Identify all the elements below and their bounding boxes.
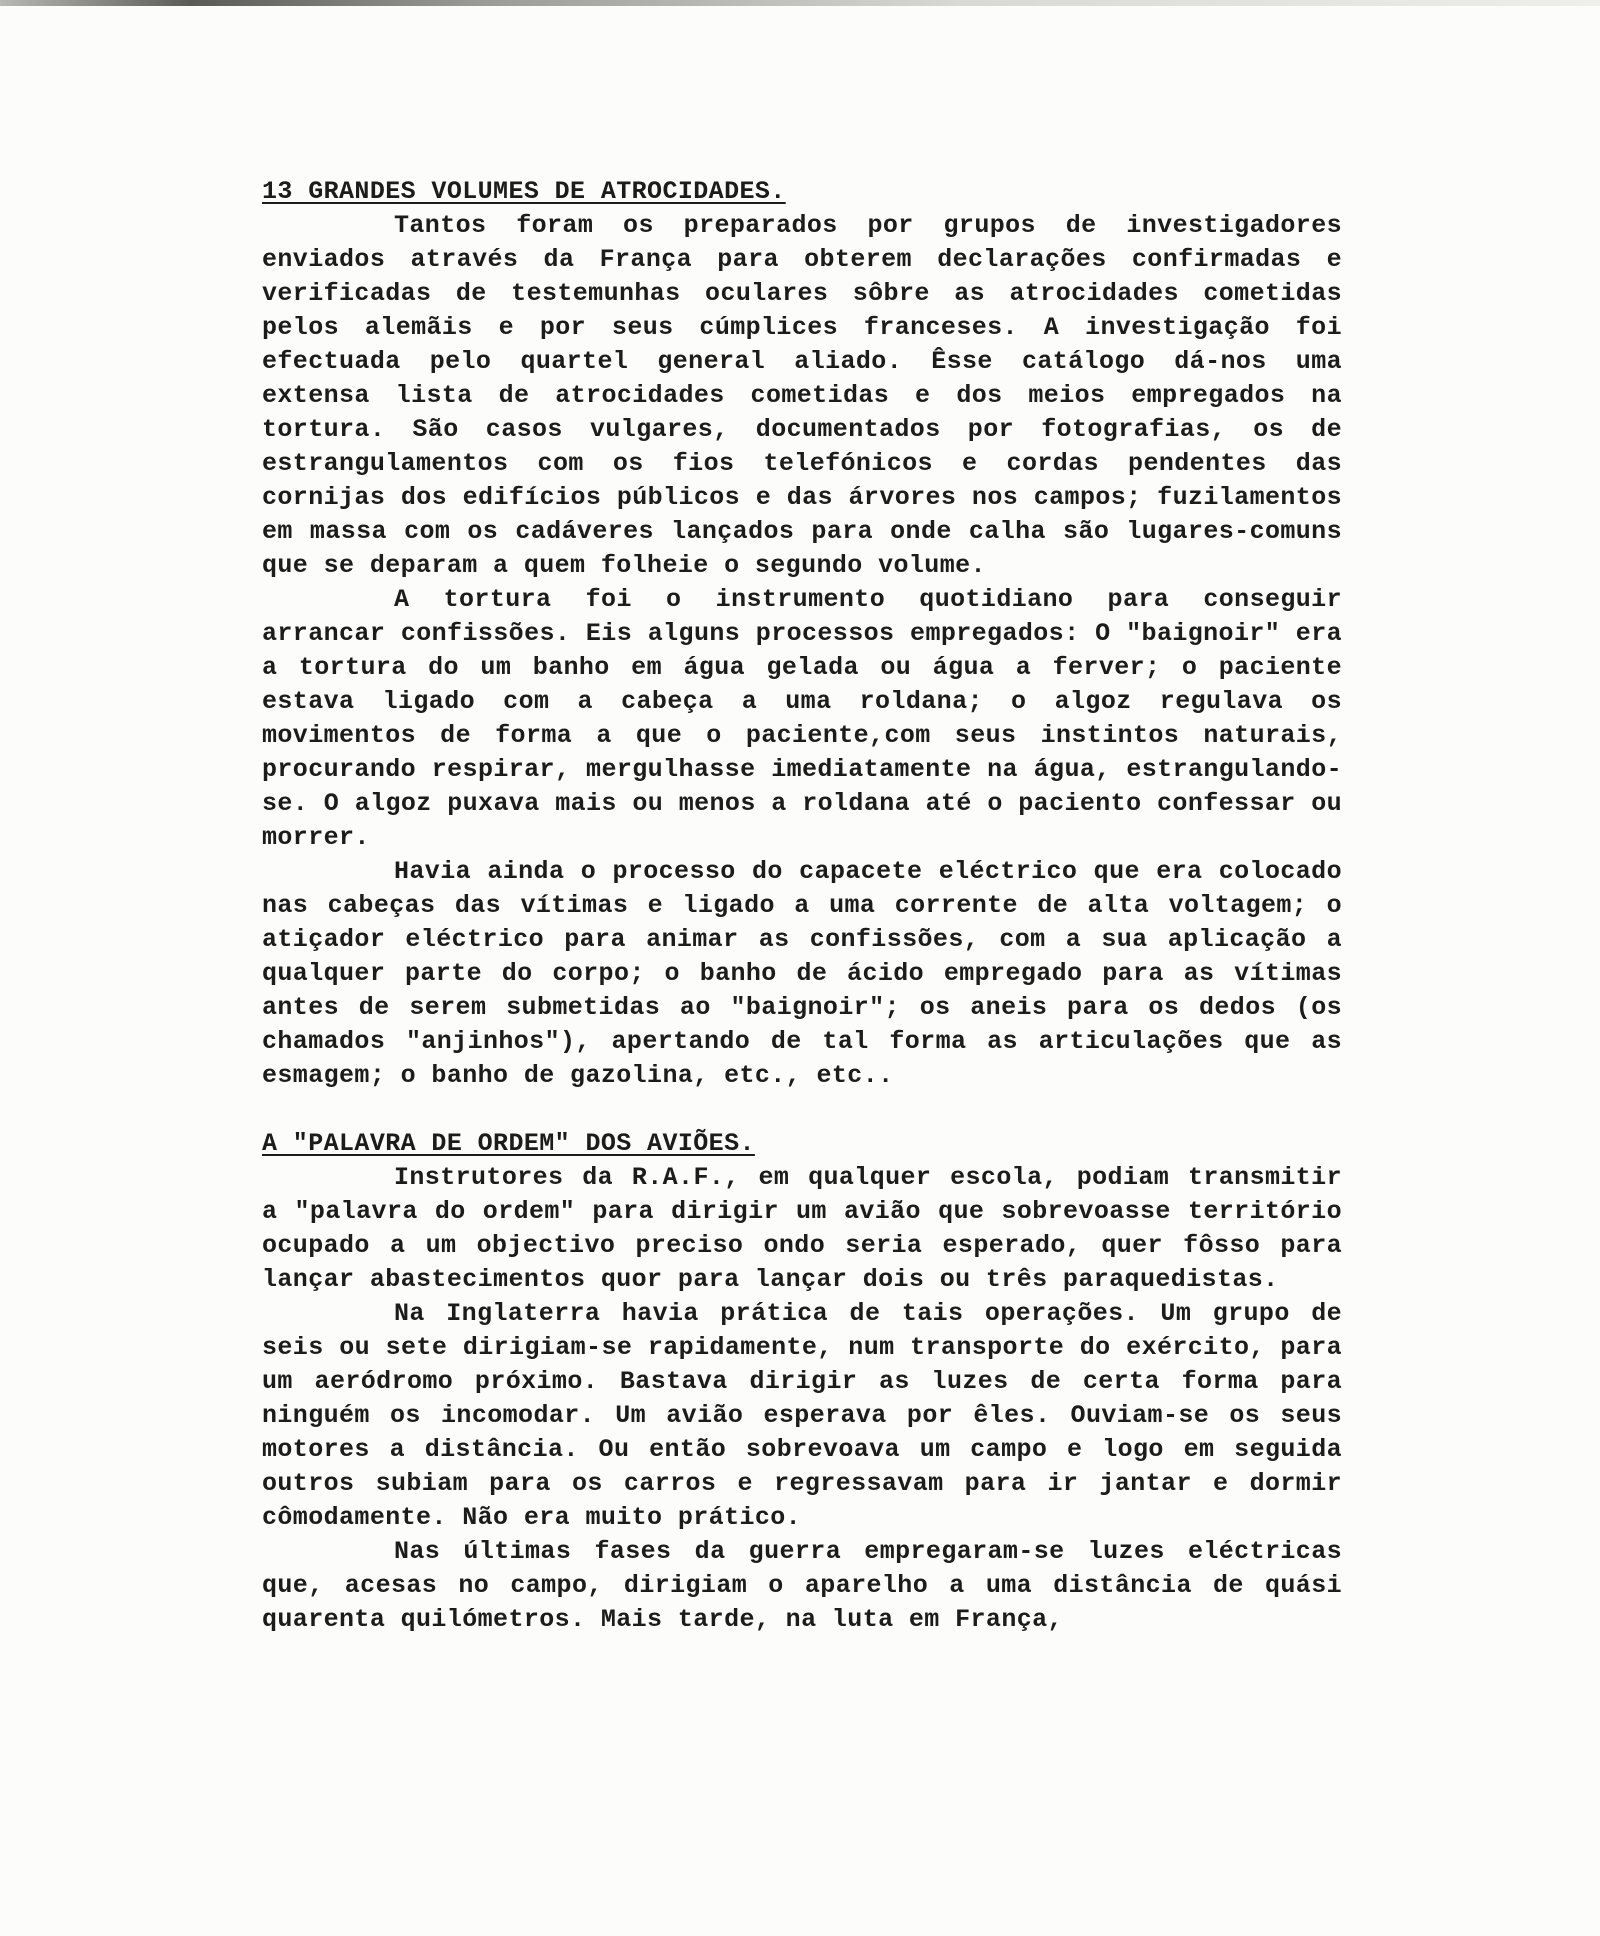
paragraph: Na Inglaterra havia prática de tais operações. Um grupo de seis ou sete dirigiam-se rapidamente, num transporte do exército, para um aeródromo próximo. Bastava dirigir as luzes de certa forma para ninguém os incomodar. Um avião esperava por êles. Ouviam-se os seus motores a distância. Ou então sobrevoava um campo e logo em seguida outros subiam para os carros e regressavam para ir jantar e dormir cômodamente. Não era muito prático. — [262, 1299, 1342, 1532]
typewritten-text — [262, 175, 1342, 1637]
paragraph: Nas últimas fases da guerra empregaram-se luzes eléctricas que, acesas no campo, dirigiam o aparelho a uma distância de quási quarenta quilómetros. Mais tarde, na luta em França, — [262, 1537, 1342, 1634]
section-heading-palavra-de-ordem: A "PALAVRA DE ORDEM" DOS AVIÕES. — [262, 1129, 755, 1158]
section-heading-atrocities: 13 GRANDES VOLUMES DE ATROCIDADES. — [262, 177, 786, 206]
scan-edge-shadow — [0, 0, 1600, 6]
paragraph: Instrutores da R.A.F., em qualquer escola, podiam transmitir a "palavra do ordem" para dirigir um avião que sobrevoasse território ocupado a um objectivo preciso ondo seria esperado, quer fôsso para lançar abastecimentos quor para lançar dois ou três paraquedistas. — [262, 1163, 1342, 1294]
paragraph: Tantos foram os preparados por grupos de investigadores enviados através da França para obterem declarações confirmadas e verificadas de testemunhas oculares sôbre as atrocidades cometidas pelos alemãis e por seus cúmplices franceses. A investigação foi efectuada pelo quartel general aliado. Êsse catálogo dá-nos uma extensa lista de atrocidades cometidas e dos meios empregados na tortura. São casos vulgares, documentados por fotografias, os de estrangulamentos com os fios telefónicos e cordas pendentes das cornijas dos edifícios públicos e das árvores nos campos; fuzilamentos em massa com os cadáveres lançados para onde calha são lugares-comuns que se deparam a quem folheie o segundo volume. — [262, 211, 1342, 580]
paragraph: A tortura foi o instrumento quotidiano para conseguir arrancar confissões. Eis alguns processos empregados: O "baignoir" era a tortura do um banho em água gelada ou água a ferver; o paciente estava ligado com a cabeça a uma roldana; o algoz regulava os movimentos de forma a que o paciente,com seus instintos naturais, procurando respirar, mergulhasse imediatamente na água, estrangulando-se. O algoz puxava mais ou menos a roldana até o paciento confessar ou morrer. — [262, 585, 1342, 852]
paragraph: Havia ainda o processo do capacete eléctrico que era colocado nas cabeças das vítimas e ligado a uma corrente de alta voltagem; o atiçador eléctrico para animar as confissões, com a sua aplicação a qualquer parte do corpo; o banho de ácido empregado para as vítimas antes de serem submetidas ao "baignoir"; os aneis para os dedos (os chamados "anjinhos"), apertando de tal forma as articulações que as esmagem; o banho de gazolina, etc., etc.. — [262, 857, 1342, 1090]
